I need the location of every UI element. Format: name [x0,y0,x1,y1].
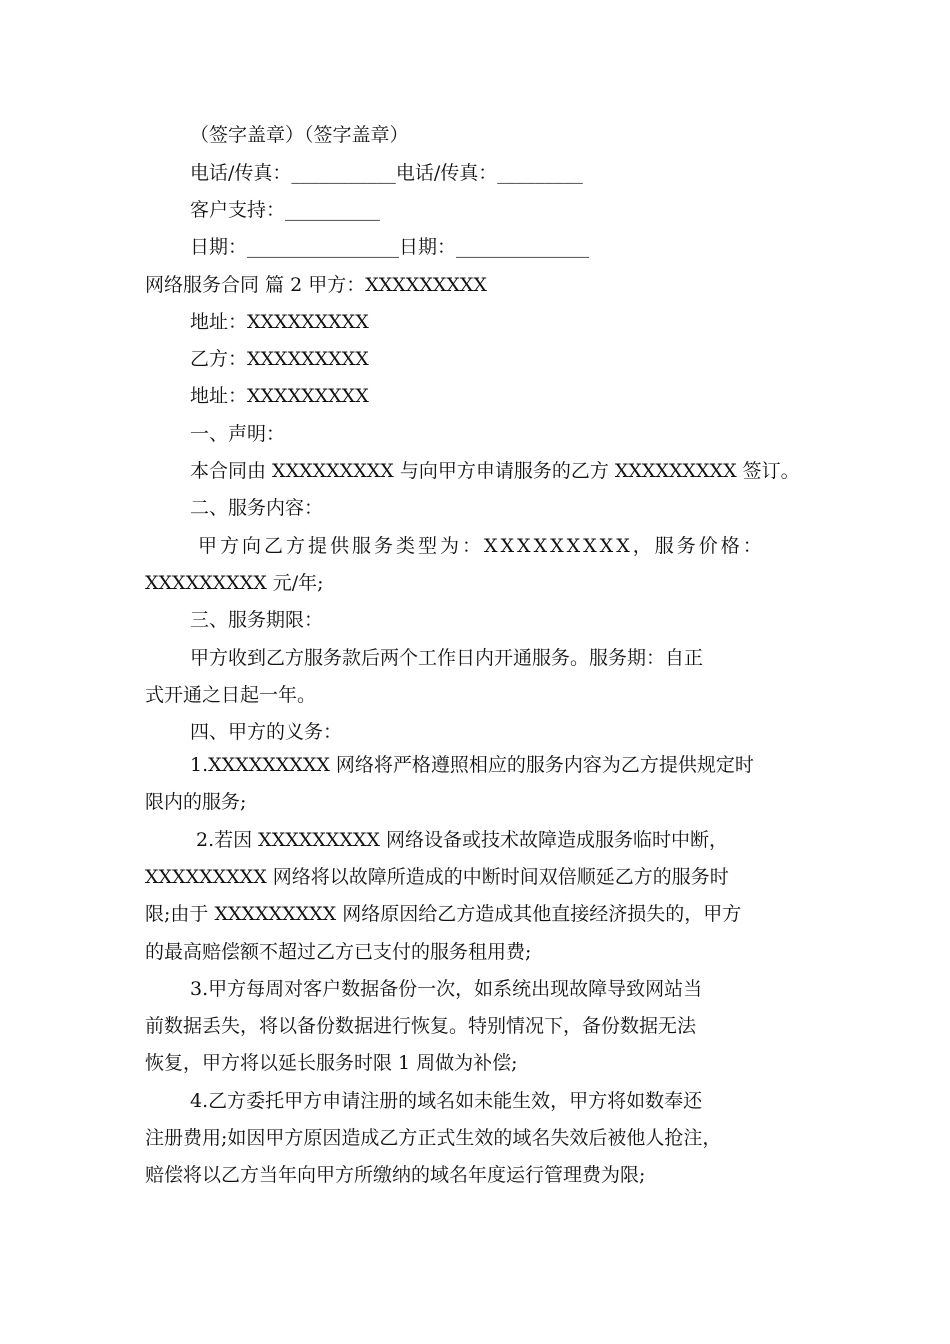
obligation-2-cont-2: 限;由于 XXXXXXXXX 网络原因给乙方造成其他直接经济损失的，甲方 [145,903,742,925]
service-term-text: 甲方收到乙方服务款后两个工作日内开通服务。服务期：自正 [190,647,704,669]
obligation-1-cont: 限内的服务; [145,791,247,813]
section-heading-service-content: 二、服务内容： [190,497,324,519]
obligation-3-cont-2: 恢复，甲方将以延长服务时限 1 周做为补偿; [145,1052,518,1074]
service-content-text-cont: XXXXXXXXX 元/年; [145,572,324,594]
obligation-4: 4.乙方委托甲方申请注册的域名如未能生效，甲方将如数奉还 [190,1090,703,1112]
obligation-4-cont-2: 赔偿将以乙方当年向甲方所缴纳的域名年度运行管理费为限; [145,1164,646,1186]
obligation-2-cont-1: XXXXXXXXX 网络将以故障所造成的中断时间双倍顺延乙方的服务时 [145,866,729,888]
section-heading-service-term: 三、服务期限： [190,609,324,631]
customer-support-line: 客户支持：__________ [190,199,381,221]
party-b-address: 地址：XXXXXXXXX [190,385,369,407]
section-heading-party-a-obligations: 四、甲方的义务： [190,721,343,743]
service-term-text-cont: 式开通之日起一年。 [145,684,317,706]
section-heading-declaration: 一、声明： [190,423,286,445]
date-line: 日期：________________日期：______________ [190,236,590,258]
obligation-2: 2.若因 XXXXXXXXX 网络设备或技术故障造成服务临时中断， [196,829,728,851]
obligation-3: 3.甲方每周对客户数据备份一次，如系统出现故障导致网站当 [190,978,703,1000]
contract-title-party-a: 网络服务合同 篇 2 甲方：XXXXXXXXX [145,274,487,296]
obligation-2-cont-3: 的最高赔偿额不超过乙方已支付的服务租用费; [145,941,532,963]
signature-line: （签字盖章）（签字盖章） [190,124,409,146]
party-a-address: 地址：XXXXXXXXX [190,311,369,333]
obligation-4-cont-1: 注册费用;如因甲方原因造成乙方正式生效的域名失效后被他人抢注， [145,1127,722,1149]
obligation-3-cont-1: 前数据丢失，将以备份数据进行恢复。特别情况下，备份数据无法 [145,1015,697,1037]
party-b-line: 乙方：XXXXXXXXX [190,348,369,370]
obligation-1: 1.XXXXXXXXX 网络将严格遵照相应的服务内容为乙方提供规定时 [190,754,754,776]
declaration-text: 本合同由 XXXXXXXXX 与向甲方申请服务的乙方 XXXXXXXXX 签订。 [190,460,800,482]
phone-fax-line: 电话/传真：___________电话/传真：_________ [190,162,583,184]
service-content-text: 甲方向乙方提供服务类型为：XXXXXXXXX，服务价格： [198,535,765,557]
